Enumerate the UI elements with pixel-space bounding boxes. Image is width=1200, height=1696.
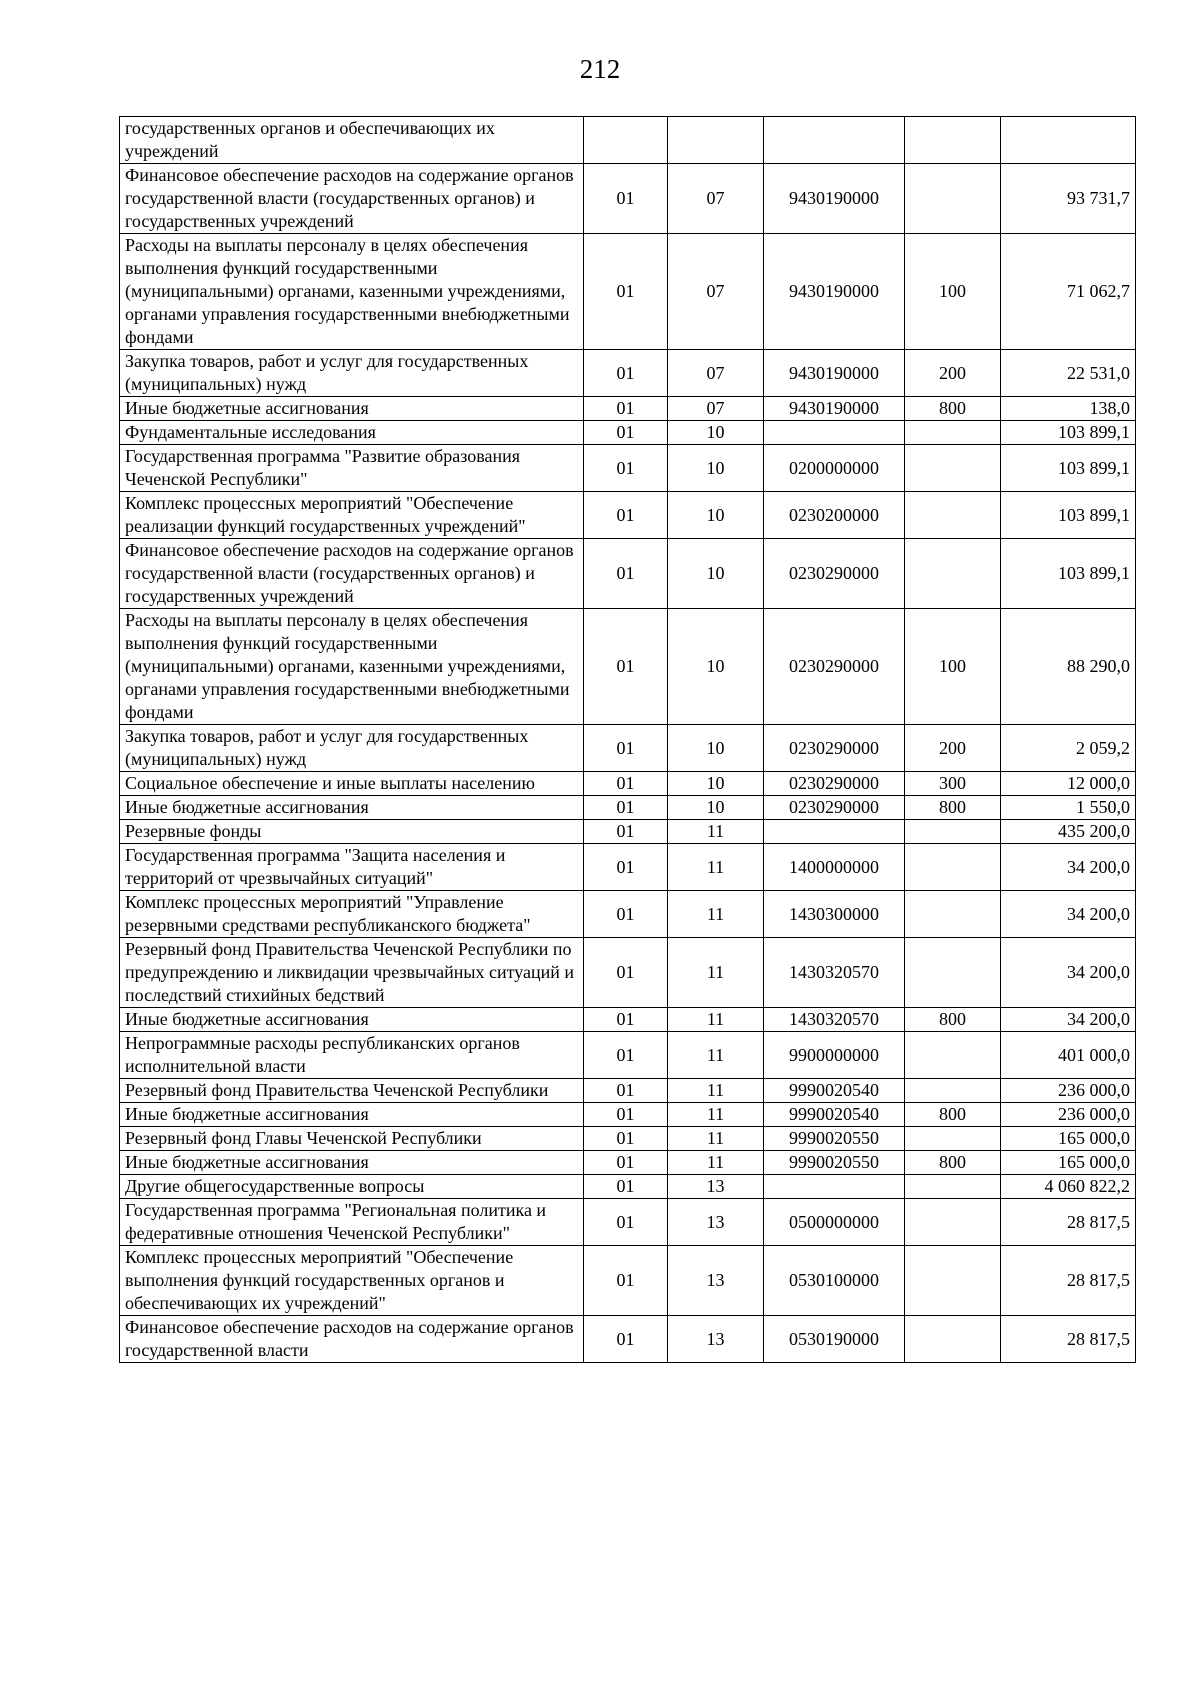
row-expense-type-cell: [905, 1316, 1001, 1363]
row-subsection-cell: 11: [668, 1103, 764, 1127]
row-target-code-cell: 9430190000: [764, 397, 905, 421]
row-subsection-cell: 10: [668, 796, 764, 820]
table-row: [120, 421, 1136, 445]
row-name-cell: Финансовое обеспечение расходов на содержание органов государственной власти (государственных органов) и государственных учреждений: [120, 539, 584, 609]
row-subsection-cell: 13: [668, 1246, 764, 1316]
row-expense-type-cell: 200: [905, 725, 1001, 772]
row-expense-type-cell: [905, 1032, 1001, 1079]
table-row: [120, 1103, 1136, 1127]
table-row: [120, 725, 1136, 772]
row-expense-type-cell: [905, 1246, 1001, 1316]
row-subsection-cell: 11: [668, 844, 764, 891]
row-name-cell: Расходы на выплаты персоналу в целях обеспечения выполнения функций государственными (муниципальными) органами, казенными учреждениями, органами управления государственными внебюджетными фондами: [120, 609, 584, 725]
row-name-cell: Закупка товаров, работ и услуг для государственных (муниципальных) нужд: [120, 350, 584, 397]
row-amount-cell: 138,0: [1001, 397, 1136, 421]
row-target-code-cell: 0230290000: [764, 796, 905, 820]
row-name-cell: Иные бюджетные ассигнования: [120, 397, 584, 421]
row-target-code-cell: 0530190000: [764, 1316, 905, 1363]
row-expense-type-cell: [905, 1199, 1001, 1246]
row-name-cell: Иные бюджетные ассигнования: [120, 796, 584, 820]
row-name-cell: Комплекс процессных мероприятий "Обеспечение выполнения функций государственных органов и обеспечивающих их учреждений": [120, 1246, 584, 1316]
row-subsection-cell: 13: [668, 1199, 764, 1246]
row-expense-type-cell: 800: [905, 1103, 1001, 1127]
row-subsection-cell: 07: [668, 234, 764, 350]
row-section-cell: 01: [584, 539, 668, 609]
row-name-cell: Финансовое обеспечение расходов на содержание органов государственной власти: [120, 1316, 584, 1363]
row-target-code-cell: 0230200000: [764, 492, 905, 539]
row-expense-type-cell: 800: [905, 1008, 1001, 1032]
row-target-code-cell: 0230290000: [764, 539, 905, 609]
row-section-cell: 01: [584, 350, 668, 397]
row-amount-cell: 236 000,0: [1001, 1079, 1136, 1103]
row-target-code-cell: 1430300000: [764, 891, 905, 938]
row-expense-type-cell: [905, 539, 1001, 609]
page-number: 212: [579, 54, 621, 84]
row-subsection-cell: 10: [668, 539, 764, 609]
row-amount-cell: 34 200,0: [1001, 938, 1136, 1008]
row-expense-type-cell: [905, 492, 1001, 539]
row-expense-type-cell: [905, 820, 1001, 844]
row-section-cell: 01: [584, 234, 668, 350]
row-target-code-cell: 0200000000: [764, 445, 905, 492]
row-amount-cell: 34 200,0: [1001, 891, 1136, 938]
table-row: [120, 1199, 1136, 1246]
row-expense-type-cell: [905, 1175, 1001, 1199]
row-expense-type-cell: [905, 164, 1001, 234]
table-row: [120, 350, 1136, 397]
row-target-code-cell: 9430190000: [764, 234, 905, 350]
table-row: [120, 772, 1136, 796]
row-expense-type-cell: [905, 445, 1001, 492]
budget-table: [119, 116, 1136, 1363]
row-subsection-cell: 11: [668, 1008, 764, 1032]
row-name-cell: Резервный фонд Правительства Чеченской Республики: [120, 1079, 584, 1103]
row-amount-cell: 1 550,0: [1001, 796, 1136, 820]
table-row: [120, 1175, 1136, 1199]
row-subsection-cell: 11: [668, 1127, 764, 1151]
row-name-cell: Закупка товаров, работ и услуг для государственных (муниципальных) нужд: [120, 725, 584, 772]
row-section-cell: 01: [584, 1008, 668, 1032]
row-subsection-cell: 11: [668, 1151, 764, 1175]
row-section-cell: 01: [584, 1032, 668, 1079]
row-section-cell: 01: [584, 609, 668, 725]
row-expense-type-cell: 800: [905, 397, 1001, 421]
row-name-cell: Комплекс процессных мероприятий "Управление резервными средствами республиканского бюджета": [120, 891, 584, 938]
row-amount-cell: 2 059,2: [1001, 725, 1136, 772]
row-section-cell: 01: [584, 1151, 668, 1175]
table-row: [120, 1032, 1136, 1079]
row-section-cell: 01: [584, 1316, 668, 1363]
row-subsection-cell: 10: [668, 609, 764, 725]
row-amount-cell: 93 731,7: [1001, 164, 1136, 234]
row-section-cell: 01: [584, 1103, 668, 1127]
row-name-cell: Резервные фонды: [120, 820, 584, 844]
table-row: [120, 1151, 1136, 1175]
row-name-cell: государственных органов и обеспечивающих их учреждений: [120, 117, 584, 164]
row-name-cell: Иные бюджетные ассигнования: [120, 1103, 584, 1127]
row-name-cell: Иные бюджетные ассигнования: [120, 1151, 584, 1175]
row-section-cell: 01: [584, 1199, 668, 1246]
row-subsection-cell: 10: [668, 421, 764, 445]
row-name-cell: Резервный фонд Главы Чеченской Республики: [120, 1127, 584, 1151]
row-name-cell: Государственная программа "Региональная политика и федеративные отношения Чеченской Республики": [120, 1199, 584, 1246]
row-section-cell: 01: [584, 1175, 668, 1199]
row-section-cell: 01: [584, 1079, 668, 1103]
row-target-code-cell: 9990020540: [764, 1103, 905, 1127]
row-name-cell: Непрограммные расходы республиканских органов исполнительной власти: [120, 1032, 584, 1079]
row-amount-cell: 165 000,0: [1001, 1127, 1136, 1151]
row-subsection-cell: 10: [668, 772, 764, 796]
table-row: [120, 1008, 1136, 1032]
row-expense-type-cell: 200: [905, 350, 1001, 397]
row-subsection-cell: 11: [668, 1079, 764, 1103]
table-row: [120, 609, 1136, 725]
row-expense-type-cell: [905, 1127, 1001, 1151]
table-row: [120, 1079, 1136, 1103]
row-amount-cell: [1001, 117, 1136, 164]
row-amount-cell: 28 817,5: [1001, 1316, 1136, 1363]
row-expense-type-cell: 800: [905, 1151, 1001, 1175]
row-name-cell: Иные бюджетные ассигнования: [120, 1008, 584, 1032]
row-section-cell: 01: [584, 891, 668, 938]
row-target-code-cell: 9430190000: [764, 164, 905, 234]
row-expense-type-cell: 300: [905, 772, 1001, 796]
table-row: [120, 796, 1136, 820]
row-section-cell: 01: [584, 796, 668, 820]
table-row: [120, 1316, 1136, 1363]
table-row: [120, 539, 1136, 609]
row-amount-cell: 34 200,0: [1001, 844, 1136, 891]
row-subsection-cell: 10: [668, 445, 764, 492]
row-section-cell: 01: [584, 164, 668, 234]
row-amount-cell: 165 000,0: [1001, 1151, 1136, 1175]
row-amount-cell: 103 899,1: [1001, 492, 1136, 539]
table-row: [120, 1127, 1136, 1151]
row-amount-cell: 435 200,0: [1001, 820, 1136, 844]
row-name-cell: Комплекс процессных мероприятий "Обеспечение реализации функций государственных учреждений": [120, 492, 584, 539]
row-name-cell: Государственная программа "Защита населения и территорий от чрезвычайных ситуаций": [120, 844, 584, 891]
row-amount-cell: 401 000,0: [1001, 1032, 1136, 1079]
table-row: [120, 1246, 1136, 1316]
row-target-code-cell: 0500000000: [764, 1199, 905, 1246]
table-row: [120, 492, 1136, 539]
table-row: [120, 938, 1136, 1008]
row-expense-type-cell: [905, 1079, 1001, 1103]
row-name-cell: Социальное обеспечение и иные выплаты населению: [120, 772, 584, 796]
row-name-cell: Резервный фонд Правительства Чеченской Республики по предупреждению и ликвидации чрезвычайных ситуаций и последствий стихийных бедствий: [120, 938, 584, 1008]
row-subsection-cell: 11: [668, 891, 764, 938]
row-expense-type-cell: [905, 891, 1001, 938]
row-amount-cell: 28 817,5: [1001, 1199, 1136, 1246]
row-subsection-cell: 07: [668, 164, 764, 234]
table-row: [120, 891, 1136, 938]
row-expense-type-cell: 100: [905, 609, 1001, 725]
row-section-cell: 01: [584, 1246, 668, 1316]
row-subsection-cell: 10: [668, 492, 764, 539]
row-amount-cell: 103 899,1: [1001, 539, 1136, 609]
row-section-cell: 01: [584, 938, 668, 1008]
row-section-cell: [584, 117, 668, 164]
row-amount-cell: 71 062,7: [1001, 234, 1136, 350]
row-expense-type-cell: 100: [905, 234, 1001, 350]
row-target-code-cell: [764, 117, 905, 164]
row-target-code-cell: 0530100000: [764, 1246, 905, 1316]
table-row: [120, 164, 1136, 234]
row-target-code-cell: 9990020550: [764, 1127, 905, 1151]
row-subsection-cell: 10: [668, 725, 764, 772]
row-name-cell: Другие общегосударственные вопросы: [120, 1175, 584, 1199]
row-section-cell: 01: [584, 772, 668, 796]
row-subsection-cell: 07: [668, 350, 764, 397]
row-target-code-cell: 1430320570: [764, 1008, 905, 1032]
row-target-code-cell: 9900000000: [764, 1032, 905, 1079]
row-amount-cell: 88 290,0: [1001, 609, 1136, 725]
row-subsection-cell: 11: [668, 938, 764, 1008]
table-row: [120, 445, 1136, 492]
row-subsection-cell: [668, 117, 764, 164]
row-subsection-cell: 13: [668, 1175, 764, 1199]
table-row: [120, 117, 1136, 164]
row-target-code-cell: 0230290000: [764, 609, 905, 725]
table-row: [120, 844, 1136, 891]
row-name-cell: Расходы на выплаты персоналу в целях обеспечения выполнения функций государственными (муниципальными) органами, казенными учреждениями, органами управления государственными внебюджетными фондами: [120, 234, 584, 350]
row-section-cell: 01: [584, 820, 668, 844]
row-expense-type-cell: [905, 844, 1001, 891]
row-amount-cell: 22 531,0: [1001, 350, 1136, 397]
row-subsection-cell: 11: [668, 1032, 764, 1079]
row-name-cell: Финансовое обеспечение расходов на содержание органов государственной власти (государственных органов) и государственных учреждений: [120, 164, 584, 234]
row-amount-cell: 12 000,0: [1001, 772, 1136, 796]
row-target-code-cell: 0230290000: [764, 772, 905, 796]
row-section-cell: 01: [584, 1127, 668, 1151]
row-expense-type-cell: [905, 938, 1001, 1008]
row-subsection-cell: 13: [668, 1316, 764, 1363]
row-target-code-cell: 9990020540: [764, 1079, 905, 1103]
row-subsection-cell: 07: [668, 397, 764, 421]
row-subsection-cell: 11: [668, 820, 764, 844]
row-section-cell: 01: [584, 397, 668, 421]
row-amount-cell: 4 060 822,2: [1001, 1175, 1136, 1199]
table-row: [120, 820, 1136, 844]
table-row: [120, 234, 1136, 350]
row-expense-type-cell: [905, 117, 1001, 164]
row-name-cell: Государственная программа "Развитие образования Чеченской Республики": [120, 445, 584, 492]
row-name-cell: Фундаментальные исследования: [120, 421, 584, 445]
row-section-cell: 01: [584, 492, 668, 539]
budget-table-body: [120, 117, 1136, 1363]
row-target-code-cell: [764, 820, 905, 844]
row-target-code-cell: [764, 421, 905, 445]
row-target-code-cell: 1430320570: [764, 938, 905, 1008]
row-expense-type-cell: 800: [905, 796, 1001, 820]
row-target-code-cell: [764, 1175, 905, 1199]
row-section-cell: 01: [584, 725, 668, 772]
row-target-code-cell: 1400000000: [764, 844, 905, 891]
row-amount-cell: 34 200,0: [1001, 1008, 1136, 1032]
row-amount-cell: 103 899,1: [1001, 445, 1136, 492]
row-section-cell: 01: [584, 421, 668, 445]
row-section-cell: 01: [584, 844, 668, 891]
row-target-code-cell: 9430190000: [764, 350, 905, 397]
row-amount-cell: 28 817,5: [1001, 1246, 1136, 1316]
table-row: [120, 397, 1136, 421]
row-amount-cell: 103 899,1: [1001, 421, 1136, 445]
row-expense-type-cell: [905, 421, 1001, 445]
row-amount-cell: 236 000,0: [1001, 1103, 1136, 1127]
row-section-cell: 01: [584, 445, 668, 492]
row-target-code-cell: 9990020550: [764, 1151, 905, 1175]
row-target-code-cell: 0230290000: [764, 725, 905, 772]
